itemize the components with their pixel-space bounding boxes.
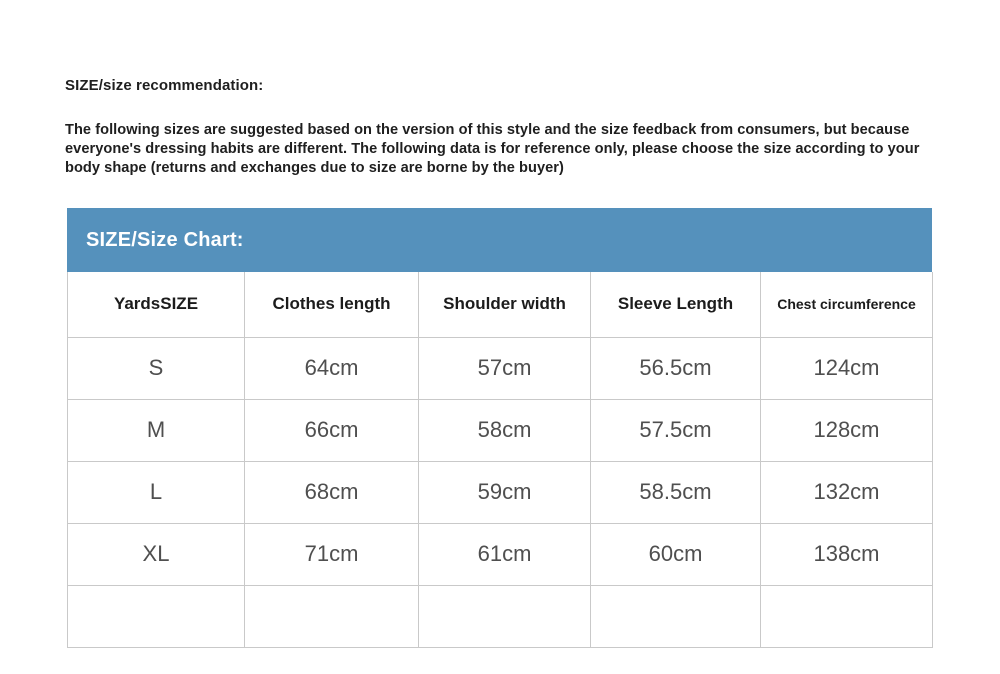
table-row-empty	[68, 585, 933, 647]
table-row-s	[68, 337, 933, 399]
cell-shoulder-width: 61cm	[419, 523, 591, 585]
cell-sleeve-length: 58.5cm	[591, 461, 761, 523]
cell-sleeve-length: 57.5cm	[591, 399, 761, 461]
size-disclaimer-paragraph: The following sizes are suggested based on the version of this style and the size feedback from consumers, but because everyone's dressing habits are different. The following data is for reference only, please choose the size according to your body shape (returns and exchanges due to size are borne by the buyer)	[65, 122, 920, 176]
cell-size: L	[68, 461, 245, 523]
cell-size	[68, 585, 245, 647]
cell-shoulder-width: 57cm	[419, 337, 591, 399]
column-header-size: YardsSIZE	[68, 272, 245, 337]
column-header-sleeve-length: Sleeve Length	[591, 272, 761, 337]
cell-shoulder-width: 59cm	[419, 461, 591, 523]
size-recommendation-heading: SIZE/size recommendation:	[65, 77, 264, 94]
cell-sleeve-length	[591, 585, 761, 647]
cell-clothes-length: 66cm	[245, 399, 419, 461]
cell-sleeve-length: 60cm	[591, 523, 761, 585]
cell-shoulder-width	[419, 585, 591, 647]
cell-chest-circumference: 124cm	[761, 337, 933, 399]
size-chart-title: SIZE/Size Chart:	[86, 228, 244, 251]
column-header-chest-circumference: Chest circumference	[761, 272, 933, 337]
cell-clothes-length: 71cm	[245, 523, 419, 585]
cell-chest-circumference: 132cm	[761, 461, 933, 523]
cell-shoulder-width: 58cm	[419, 399, 591, 461]
cell-clothes-length: 68cm	[245, 461, 419, 523]
cell-chest-circumference: 128cm	[761, 399, 933, 461]
table-row-l	[68, 461, 933, 523]
size-chart-banner	[67, 208, 932, 272]
cell-sleeve-length: 56.5cm	[591, 337, 761, 399]
size-chart-table	[67, 272, 933, 648]
column-header-clothes-length: Clothes length	[245, 272, 419, 337]
size-chart-section	[67, 208, 932, 648]
cell-size: XL	[68, 523, 245, 585]
cell-clothes-length	[245, 585, 419, 647]
cell-chest-circumference: 138cm	[761, 523, 933, 585]
cell-chest-circumference	[761, 585, 933, 647]
cell-clothes-length: 64cm	[245, 337, 419, 399]
table-header-row	[68, 272, 933, 337]
table-row-m	[68, 399, 933, 461]
column-header-shoulder-width: Shoulder width	[419, 272, 591, 337]
cell-size: S	[68, 337, 245, 399]
cell-size: M	[68, 399, 245, 461]
table-row-xl	[68, 523, 933, 585]
